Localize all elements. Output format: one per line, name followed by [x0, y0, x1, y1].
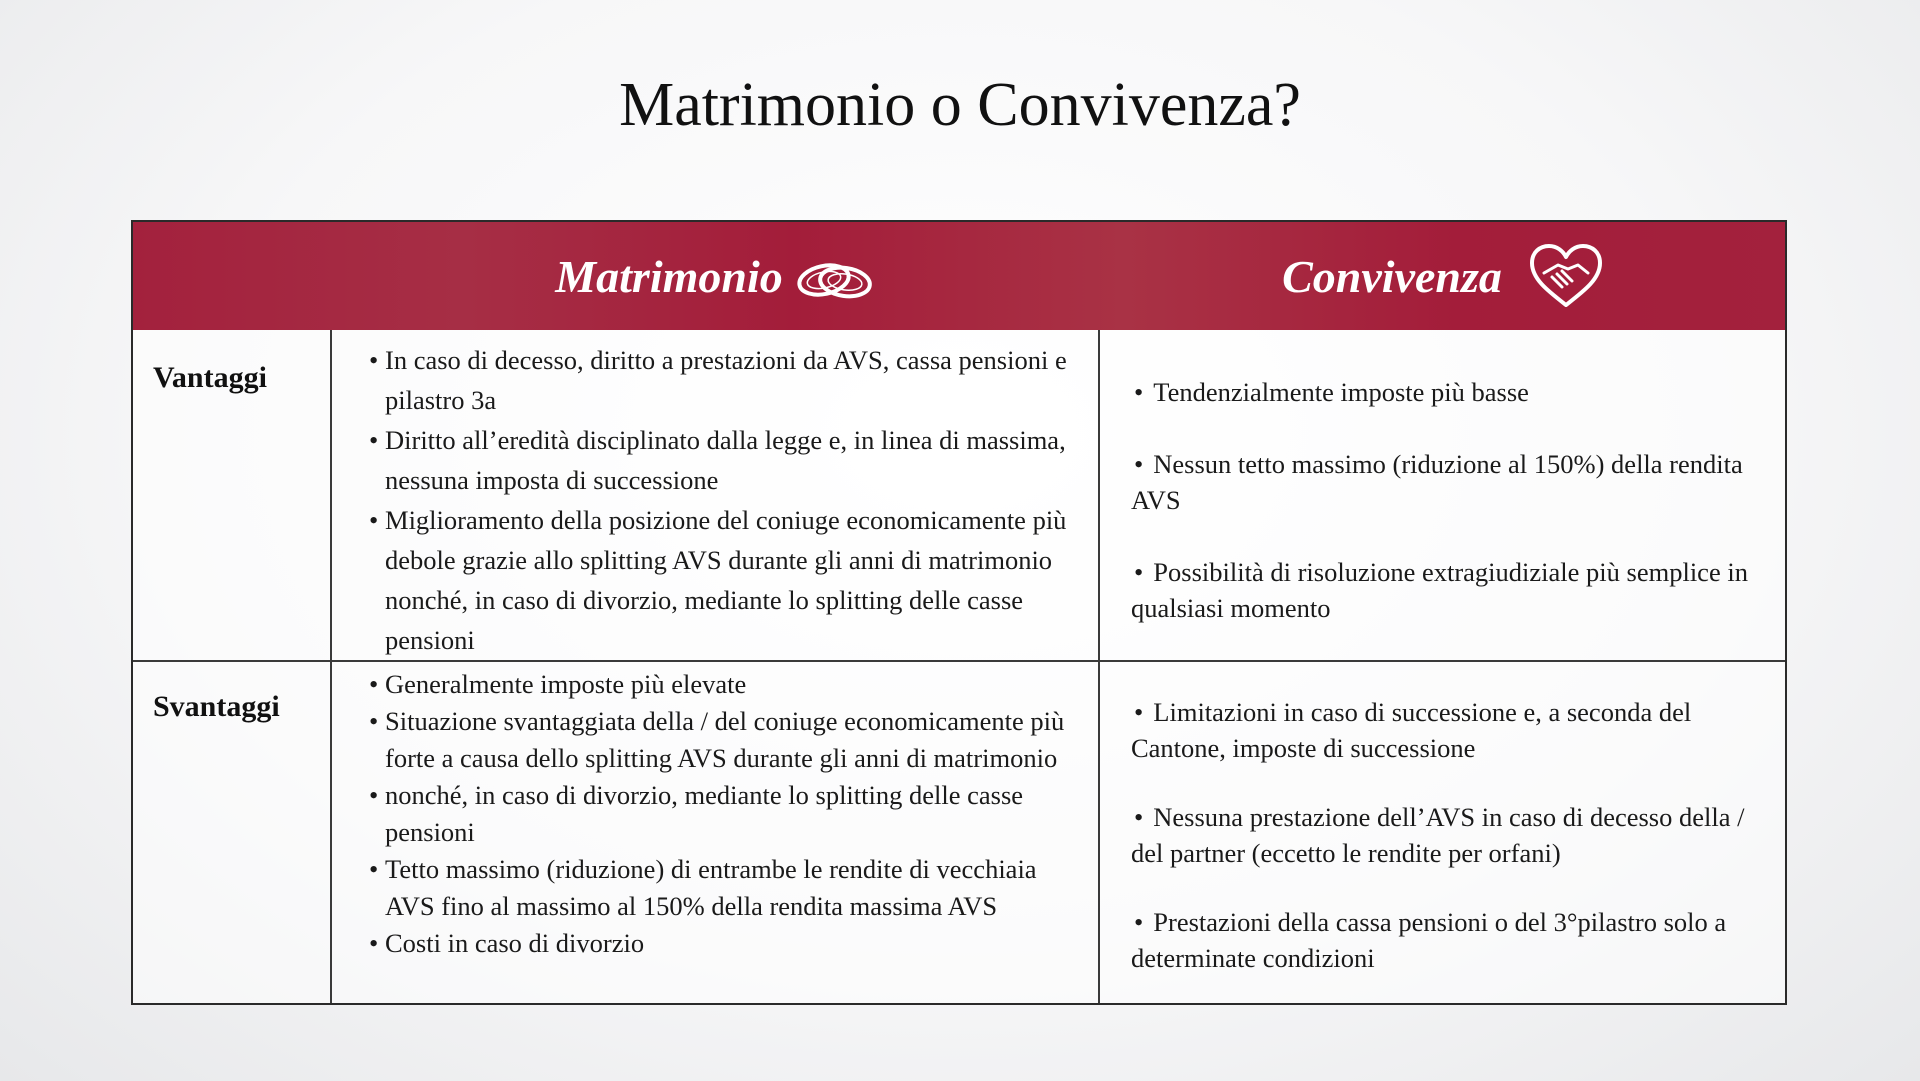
list-item: • In caso di decesso, diritto a prestazioni da AVS, cassa pensioni e pilastro 3a: [369, 340, 1089, 420]
list-item: • Possibilità di risoluzione extragiudiziale più semplice in qualsiasi momento: [1131, 557, 1748, 623]
list-item: • Nessuna prestazione dell’AVS in caso di decesso della / del partner (eccetto le rendite per orfani): [1131, 802, 1745, 868]
list-item-text: Limitazioni in caso di successione e, a seconda del Cantone, imposte di successione: [1131, 697, 1692, 763]
list-item: • Generalmente imposte più elevate: [369, 666, 1089, 703]
heart-handshake-icon: [1528, 243, 1604, 309]
header-convivenza: [1099, 222, 1787, 330]
convivenza-svantaggi-list: [1131, 694, 1761, 976]
table-header: [133, 222, 1785, 330]
row-divider: [133, 660, 1785, 662]
header-convivenza-label: Convivenza: [1282, 250, 1502, 302]
row-label-vantaggi: Vantaggi: [153, 361, 267, 394]
list-item: • Tetto massimo (riduzione) di entrambe le rendite di vecchiaia AVS fino al massimo al 150% della rendita massima AVS: [369, 851, 1089, 925]
page-title: Matrimonio o Convivenza?: [619, 71, 1301, 139]
list-item: • Costi in caso di divorzio: [369, 925, 1089, 962]
header-matrimonio: [331, 222, 1099, 330]
list-item: • Nessun tetto massimo (riduzione al 150%) della rendita AVS: [1131, 449, 1743, 515]
list-item-text: Tendenzialmente imposte più basse: [1153, 377, 1529, 407]
list-item: • nonché, in caso di divorzio, mediante lo splitting delle casse pensioni: [369, 777, 1089, 851]
wedding-rings-icon: [795, 252, 875, 300]
header-matrimonio-label: Matrimonio: [555, 250, 783, 302]
row-label-svantaggi: Svantaggi: [153, 690, 280, 723]
list-item-text: Possibilità di risoluzione extragiudiziale più semplice in qualsiasi momento: [1131, 557, 1748, 623]
list-item: • Situazione svantaggiata della / del coniuge economicamente più forte a causa dello splitting AVS durante gli anni di matrimonio: [369, 703, 1089, 777]
list-item: • Diritto all’eredità disciplinato dalla legge e, in linea di massima, nessuna imposta di successione: [369, 420, 1089, 500]
list-item: • Limitazioni in caso di successione e, a seconda del Cantone, imposte di successione: [1131, 697, 1692, 763]
list-item: • Prestazioni della cassa pensioni o del 3°pilastro solo a determinate condizioni: [1131, 907, 1727, 973]
comparison-table: [131, 220, 1787, 1005]
matrimonio-svantaggi-list: [369, 666, 1089, 962]
column-divider-1: [330, 330, 332, 1003]
matrimonio-vantaggi-list: [369, 340, 1089, 660]
column-divider-2: [1098, 330, 1100, 1003]
list-item: • Miglioramento della posizione del coniuge economicamente più debole grazie allo splitting AVS durante gli anni di matrimonio nonché, in caso di divorzio, mediante lo splitting delle casse pensioni: [369, 500, 1089, 660]
list-item-text: Nessun tetto massimo (riduzione al 150%) della rendita AVS: [1131, 449, 1743, 515]
list-item: • Tendenzialmente imposte più basse: [1134, 377, 1529, 407]
list-item-text: Nessuna prestazione dell’AVS in caso di decesso della / del partner (eccetto le rendite per orfani): [1131, 802, 1745, 868]
list-item-text: Prestazioni della cassa pensioni o del 3°pilastro solo a determinate condizioni: [1131, 907, 1727, 973]
convivenza-vantaggi-list: [1131, 374, 1761, 626]
